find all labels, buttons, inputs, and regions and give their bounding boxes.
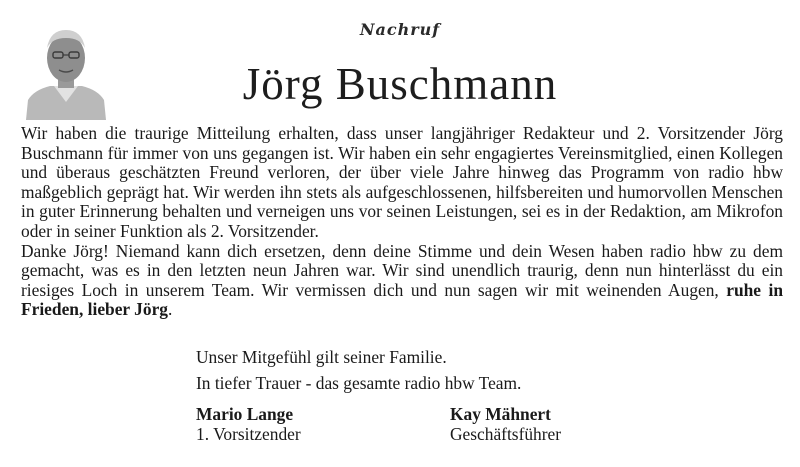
signatory-name: Kay Mähnert	[450, 404, 551, 424]
signatory-name: Mario Lange	[196, 404, 294, 424]
paragraph-2-text: Danke Jörg! Niemand kann dich ersetzen, denn deine Stimme und dein Wesen haben radio hbw zu dem gemacht, was es in den letzten neun Jahren war. Wir sind unendlich traurig, denn nun hinterlässt du ein riesiges Loch in unserem Team. Wir vermissen dich und nun sagen wir mit weinenden Augen,	[21, 240, 783, 300]
signatory-2	[450, 404, 561, 444]
paragraph-2	[21, 242, 783, 320]
signatory-title: Geschäftsführer	[450, 424, 562, 444]
obituary-heading: Nachruf	[359, 20, 441, 39]
signatory-title: 1. Vorsitzender	[196, 424, 301, 444]
farewell-end: .	[167, 299, 173, 320]
signatory-1	[196, 404, 301, 444]
deceased-name: Jörg Buschmann	[242, 59, 558, 109]
mourning-line: In tiefer Trauer - das gesamte radio hbw Team.	[196, 373, 522, 393]
condolence-block	[196, 348, 521, 400]
farewell-text: ruhe in Frieden, lieber Jörg	[21, 279, 783, 320]
obituary-text	[21, 124, 783, 320]
paragraph-1: Wir haben die traurige Mitteilung erhalten, dass unser langjähriger Redakteur und 2. Vorsitzender Jörg Buschmann für immer von uns gegangen ist. Wir haben ein sehr engagiertes Vereinsmitglied, einen Kollegen und überaus geschätzten Freund verloren, der über viele Jahre hinweg das Programm von radio hbw maßgeblich geprägt hat. Wir werden ihn stets als aufgeschlossenen, hilfsbereiten und humorvollen Menschen in guter Erinnerung behalten und verneigen uns vor seinen Leistungen, sei es in der Redaktion, am Mikrofon oder in seiner Funktion als 2. Vorsitzender.	[21, 123, 783, 241]
condolence-line: Unser Mitgefühl gilt seiner Familie.	[196, 347, 447, 367]
